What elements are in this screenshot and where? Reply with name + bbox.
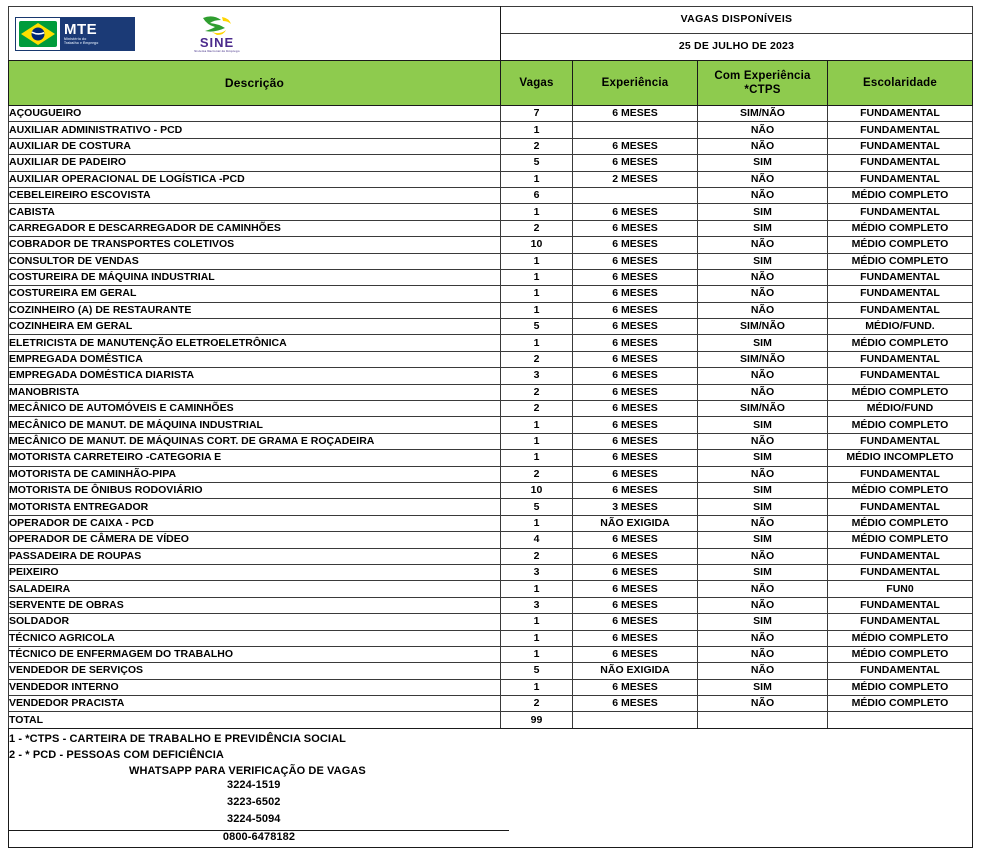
table-row (9, 368, 973, 384)
total-escolaridade (828, 712, 973, 728)
row-experiencia: 6 MESES (573, 384, 698, 400)
table-row (9, 122, 973, 138)
row-descricao: MOTORISTA ENTREGADOR (9, 499, 501, 515)
row-vagas: 5 (501, 499, 573, 515)
row-experiencia: 3 MESES (573, 499, 698, 515)
total-vagas: 99 (501, 712, 573, 728)
row-vagas: 1 (501, 433, 573, 449)
sine-logo (187, 14, 247, 54)
table-row (9, 614, 973, 630)
column-header-experiencia: Experiência (573, 61, 698, 106)
table-row (9, 499, 973, 515)
row-com-experiencia-ctps: SIM/NÃO (698, 106, 828, 122)
table-row (9, 171, 973, 187)
row-escolaridade: MÉDIO/FUND (828, 401, 973, 417)
table-row (9, 220, 973, 236)
table-row (9, 663, 973, 679)
row-experiencia: 6 MESES (573, 204, 698, 220)
row-com-experiencia-ctps: SIM (698, 614, 828, 630)
table-row (9, 106, 973, 122)
hotline-number[interactable]: 0800-6478182 (222, 831, 296, 844)
row-vagas: 1 (501, 581, 573, 597)
row-com-experiencia-ctps: NÃO (698, 646, 828, 662)
row-descricao: MECÂNICO DE MANUT. DE MÁQUINAS CORT. DE GRAMA E ROÇADEIRA (9, 433, 501, 449)
table-row (9, 155, 973, 171)
row-com-experiencia-ctps: NÃO (698, 433, 828, 449)
row-escolaridade: MÉDIO COMPLETO (828, 679, 973, 695)
row-descricao: COZINHEIRO (A) DE RESTAURANTE (9, 302, 501, 318)
row-vagas: 1 (501, 253, 573, 269)
row-experiencia: 6 MESES (573, 401, 698, 417)
table-row (9, 417, 973, 433)
table-row (9, 597, 973, 613)
row-vagas: 2 (501, 351, 573, 367)
row-escolaridade: FUNDAMENTAL (828, 368, 973, 384)
row-vagas: 2 (501, 466, 573, 482)
row-descricao: COBRADOR DE TRANSPORTES COLETIVOS (9, 237, 501, 253)
row-com-experiencia-ctps: SIM (698, 482, 828, 498)
row-descricao: TÉCNICO AGRICOLA (9, 630, 501, 646)
row-escolaridade: FUNDAMENTAL (828, 122, 973, 138)
column-header-escolaridade: Escolaridade (828, 61, 973, 106)
row-com-experiencia-ctps: NÃO (698, 696, 828, 712)
row-vagas: 2 (501, 138, 573, 154)
table-row (9, 450, 973, 466)
row-experiencia: 6 MESES (573, 532, 698, 548)
column-header-com-experiencia-ctps (698, 61, 828, 106)
row-vagas: 3 (501, 564, 573, 580)
row-descricao: AUXILIAR ADMINISTRATIVO - PCD (9, 122, 501, 138)
row-escolaridade: FUN0 (828, 581, 973, 597)
row-com-experiencia-ctps: NÃO (698, 597, 828, 613)
row-descricao: MOTORISTA CARRETEIRO -CATEGORIA E (9, 450, 501, 466)
row-com-experiencia-ctps: SIM (698, 532, 828, 548)
row-experiencia (573, 187, 698, 203)
row-vagas: 5 (501, 319, 573, 335)
table-row (9, 548, 973, 564)
row-escolaridade: MÉDIO COMPLETO (828, 187, 973, 203)
row-escolaridade: MÉDIO INCOMPLETO (828, 450, 973, 466)
row-descricao: AUXILIAR DE COSTURA (9, 138, 501, 154)
row-vagas: 10 (501, 237, 573, 253)
row-vagas: 1 (501, 417, 573, 433)
row-escolaridade: FUNDAMENTAL (828, 204, 973, 220)
total-experiencia (573, 712, 698, 728)
row-descricao: PEIXEIRO (9, 564, 501, 580)
row-descricao: CONSULTOR DE VENDAS (9, 253, 501, 269)
column-header-vagas: Vagas (501, 61, 573, 106)
row-escolaridade: FUNDAMENTAL (828, 106, 973, 122)
row-descricao: VENDEDOR INTERNO (9, 679, 501, 695)
table-row (9, 679, 973, 695)
row-experiencia: 6 MESES (573, 646, 698, 662)
table-row (9, 466, 973, 482)
row-experiencia: 6 MESES (573, 319, 698, 335)
row-descricao: MECÂNICO DE MANUT. DE MÁQUINA INDUSTRIAL (9, 417, 501, 433)
row-com-experiencia-ctps: NÃO (698, 515, 828, 531)
table-row (9, 581, 973, 597)
table-row (9, 335, 973, 351)
table-row (9, 138, 973, 154)
row-escolaridade: MÉDIO COMPLETO (828, 220, 973, 236)
row-descricao: EMPREGADA DOMÉSTICA DIARISTA (9, 368, 501, 384)
whatsapp-phone-1[interactable]: 3224-1519 (227, 779, 281, 792)
row-vagas: 1 (501, 450, 573, 466)
row-descricao: MANOBRISTA (9, 384, 501, 400)
row-com-experiencia-ctps: SIM (698, 450, 828, 466)
table-row (9, 696, 973, 712)
row-experiencia: 6 MESES (573, 417, 698, 433)
row-escolaridade: FUNDAMENTAL (828, 286, 973, 302)
row-experiencia: 6 MESES (573, 269, 698, 285)
row-escolaridade: FUNDAMENTAL (828, 564, 973, 580)
row-experiencia: NÃO EXIGIDA (573, 663, 698, 679)
row-escolaridade: FUNDAMENTAL (828, 155, 973, 171)
row-escolaridade: FUNDAMENTAL (828, 597, 973, 613)
whatsapp-title: WHATSAPP PARA VERIFICAÇÃO DE VAGAS (129, 764, 366, 777)
row-descricao: EMPREGADA DOMÉSTICA (9, 351, 501, 367)
page-title: VAGAS DISPONÍVEIS (501, 7, 973, 34)
row-experiencia: 6 MESES (573, 433, 698, 449)
row-descricao: COSTUREIRA DE MÁQUINA INDUSTRIAL (9, 269, 501, 285)
row-com-experiencia-ctps: NÃO (698, 663, 828, 679)
row-escolaridade: MÉDIO COMPLETO (828, 335, 973, 351)
row-vagas: 4 (501, 532, 573, 548)
row-descricao: VENDEDOR DE SERVIÇOS (9, 663, 501, 679)
row-com-experiencia-ctps: NÃO (698, 237, 828, 253)
row-com-experiencia-ctps: NÃO (698, 548, 828, 564)
row-escolaridade: FUNDAMENTAL (828, 433, 973, 449)
row-escolaridade: MÉDIO COMPLETO (828, 253, 973, 269)
row-vagas: 1 (501, 614, 573, 630)
table-row (9, 187, 973, 203)
table-row (9, 433, 973, 449)
row-experiencia: 6 MESES (573, 564, 698, 580)
row-experiencia: 6 MESES (573, 450, 698, 466)
publication-date: 25 DE JULHO DE 2023 (501, 34, 973, 61)
brazil-flag-icon (15, 17, 60, 51)
table-row (9, 269, 973, 285)
whatsapp-phone-3[interactable]: 3224-5094 (227, 813, 281, 826)
row-com-experiencia-ctps: SIM (698, 335, 828, 351)
row-experiencia: 6 MESES (573, 155, 698, 171)
row-descricao: AUXILIAR DE PADEIRO (9, 155, 501, 171)
row-experiencia: 6 MESES (573, 351, 698, 367)
row-escolaridade: MÉDIO COMPLETO (828, 384, 973, 400)
row-descricao: SOLDADOR (9, 614, 501, 630)
row-descricao: SERVENTE DE OBRAS (9, 597, 501, 613)
row-experiencia: NÃO EXIGIDA (573, 515, 698, 531)
row-vagas: 2 (501, 696, 573, 712)
table-row (9, 302, 973, 318)
row-vagas: 1 (501, 302, 573, 318)
row-descricao: CEBELEIREIRO ESCOVISTA (9, 187, 501, 203)
row-vagas: 3 (501, 597, 573, 613)
row-com-experiencia-ctps: NÃO (698, 630, 828, 646)
row-experiencia: 6 MESES (573, 696, 698, 712)
row-com-experiencia-ctps: SIM (698, 499, 828, 515)
row-experiencia: 6 MESES (573, 614, 698, 630)
table-row (9, 237, 973, 253)
row-escolaridade: MÉDIO COMPLETO (828, 532, 973, 548)
row-vagas: 5 (501, 155, 573, 171)
row-escolaridade: FUNDAMENTAL (828, 302, 973, 318)
row-vagas: 6 (501, 187, 573, 203)
row-descricao: OPERADOR DE CAIXA - PCD (9, 515, 501, 531)
row-descricao: AUXILIAR OPERACIONAL DE LOGÍSTICA -PCD (9, 171, 501, 187)
row-escolaridade: MÉDIO COMPLETO (828, 630, 973, 646)
row-experiencia: 6 MESES (573, 581, 698, 597)
whatsapp-phone-2[interactable]: 3223-6502 (227, 796, 281, 809)
column-header-ctps-line2: *CTPS (744, 84, 781, 96)
row-escolaridade: MÉDIO COMPLETO (828, 482, 973, 498)
row-experiencia: 6 MESES (573, 597, 698, 613)
row-descricao: OPERADOR DE CÂMERA DE VÍDEO (9, 532, 501, 548)
row-experiencia: 6 MESES (573, 482, 698, 498)
row-experiencia: 6 MESES (573, 630, 698, 646)
row-vagas: 2 (501, 548, 573, 564)
row-escolaridade: MÉDIO COMPLETO (828, 515, 973, 531)
table-row (9, 646, 973, 662)
row-com-experiencia-ctps: SIM (698, 204, 828, 220)
table-row (9, 564, 973, 580)
mte-subtitle-line1: Ministério do (64, 36, 87, 41)
row-vagas: 1 (501, 679, 573, 695)
column-header-ctps-line1: Com Experiência (714, 69, 811, 82)
row-vagas: 1 (501, 286, 573, 302)
row-experiencia: 6 MESES (573, 548, 698, 564)
table-row (9, 532, 973, 548)
row-com-experiencia-ctps: NÃO (698, 138, 828, 154)
table-row (9, 384, 973, 400)
row-com-experiencia-ctps: NÃO (698, 171, 828, 187)
table-row (9, 351, 973, 367)
row-descricao: MECÂNICO DE AUTOMÓVEIS E CAMINHÕES (9, 401, 501, 417)
row-com-experiencia-ctps: SIM/NÃO (698, 319, 828, 335)
row-com-experiencia-ctps: NÃO (698, 384, 828, 400)
total-label: TOTAL (9, 712, 501, 728)
sine-wordmark: SINE (199, 35, 235, 51)
row-experiencia: 6 MESES (573, 237, 698, 253)
row-escolaridade: FUNDAMENTAL (828, 466, 973, 482)
footer-row (9, 728, 973, 847)
row-experiencia: 6 MESES (573, 138, 698, 154)
row-escolaridade: FUNDAMENTAL (828, 548, 973, 564)
row-com-experiencia-ctps: SIM (698, 253, 828, 269)
row-escolaridade: MÉDIO COMPLETO (828, 237, 973, 253)
row-vagas: 1 (501, 515, 573, 531)
table-row (9, 204, 973, 220)
row-vagas: 1 (501, 630, 573, 646)
row-com-experiencia-ctps: NÃO (698, 466, 828, 482)
title-band-row (9, 7, 973, 34)
row-vagas: 1 (501, 204, 573, 220)
row-com-experiencia-ctps: SIM (698, 155, 828, 171)
row-vagas: 2 (501, 401, 573, 417)
row-escolaridade: FUNDAMENTAL (828, 663, 973, 679)
column-header-descricao: Descrição (9, 61, 501, 106)
row-descricao: SALADEIRA (9, 581, 501, 597)
table-row (9, 319, 973, 335)
row-descricao: COSTUREIRA EM GERAL (9, 286, 501, 302)
row-vagas: 3 (501, 368, 573, 384)
row-descricao: AÇOUGUEIRO (9, 106, 501, 122)
row-vagas: 1 (501, 171, 573, 187)
row-experiencia: 6 MESES (573, 106, 698, 122)
row-experiencia: 6 MESES (573, 335, 698, 351)
row-vagas: 2 (501, 384, 573, 400)
table-row (9, 515, 973, 531)
row-escolaridade: MÉDIO COMPLETO (828, 696, 973, 712)
row-escolaridade: MÉDIO COMPLETO (828, 417, 973, 433)
row-experiencia: 6 MESES (573, 253, 698, 269)
row-com-experiencia-ctps: SIM (698, 564, 828, 580)
row-descricao: COZINHEIRA EM GERAL (9, 319, 501, 335)
total-ctps (698, 712, 828, 728)
row-descricao: MOTORISTA DE ÔNIBUS RODOVIÁRIO (9, 482, 501, 498)
row-descricao: PASSADEIRA DE ROUPAS (9, 548, 501, 564)
row-com-experiencia-ctps: NÃO (698, 187, 828, 203)
row-com-experiencia-ctps: NÃO (698, 368, 828, 384)
row-experiencia: 6 MESES (573, 466, 698, 482)
row-com-experiencia-ctps: SIM (698, 220, 828, 236)
row-escolaridade: MÉDIO/FUND. (828, 319, 973, 335)
footnote-ctps: 1 - *CTPS - CARTEIRA DE TRABALHO E PREVIDÊNCIA SOCIAL (9, 732, 346, 745)
row-descricao: TÉCNICO DE ENFERMAGEM DO TRABALHO (9, 646, 501, 662)
row-descricao: ELETRICISTA DE MANUTENÇÃO ELETROELETRÔNICA (9, 335, 501, 351)
row-com-experiencia-ctps: NÃO (698, 581, 828, 597)
row-descricao: VENDEDOR PRACISTA (9, 696, 501, 712)
row-escolaridade: FUNDAMENTAL (828, 614, 973, 630)
row-vagas: 1 (501, 122, 573, 138)
row-descricao: MOTORISTA DE CAMINHÃO-PIPA (9, 466, 501, 482)
row-escolaridade: FUNDAMENTAL (828, 138, 973, 154)
row-experiencia: 6 MESES (573, 220, 698, 236)
footer-notes-cell (9, 728, 973, 847)
row-escolaridade: FUNDAMENTAL (828, 269, 973, 285)
row-experiencia: 2 MESES (573, 171, 698, 187)
row-escolaridade: FUNDAMENTAL (828, 351, 973, 367)
row-vagas: 2 (501, 220, 573, 236)
row-vagas: 5 (501, 663, 573, 679)
row-vagas: 1 (501, 646, 573, 662)
mte-logo (15, 17, 135, 51)
mte-subtitle-line2: Trabalho e Emprego (64, 41, 99, 45)
row-vagas: 7 (501, 106, 573, 122)
row-com-experiencia-ctps: NÃO (698, 122, 828, 138)
row-com-experiencia-ctps: SIM (698, 679, 828, 695)
sine-tagline: Sistema Nacional de Emprego (194, 48, 240, 53)
row-escolaridade: FUNDAMENTAL (828, 171, 973, 187)
footnote-pcd: 2 - * PCD - PESSOAS COM DEFICIÊNCIA (9, 748, 224, 761)
row-descricao: CARREGADOR E DESCARREGADOR DE CAMINHÕES (9, 220, 501, 236)
row-experiencia: 6 MESES (573, 302, 698, 318)
row-com-experiencia-ctps: SIM (698, 417, 828, 433)
row-vagas: 1 (501, 335, 573, 351)
row-experiencia (573, 122, 698, 138)
table-row (9, 253, 973, 269)
row-experiencia: 6 MESES (573, 286, 698, 302)
row-com-experiencia-ctps: SIM/NÃO (698, 351, 828, 367)
total-row (9, 712, 973, 728)
row-com-experiencia-ctps: NÃO (698, 286, 828, 302)
table-row (9, 482, 973, 498)
branding-cell (9, 7, 501, 61)
row-com-experiencia-ctps: SIM/NÃO (698, 401, 828, 417)
row-com-experiencia-ctps: NÃO (698, 302, 828, 318)
row-vagas: 10 (501, 482, 573, 498)
row-descricao: CABISTA (9, 204, 501, 220)
sine-s-mark-icon (200, 14, 234, 36)
table-row (9, 286, 973, 302)
row-escolaridade: MÉDIO COMPLETO (828, 646, 973, 662)
row-experiencia: 6 MESES (573, 679, 698, 695)
table-header-row (9, 61, 973, 106)
table-row (9, 630, 973, 646)
table-row (9, 401, 973, 417)
row-vagas: 1 (501, 269, 573, 285)
row-escolaridade: FUNDAMENTAL (828, 499, 973, 515)
mte-abbreviation: MTE (64, 20, 98, 38)
row-experiencia: 6 MESES (573, 368, 698, 384)
row-com-experiencia-ctps: NÃO (698, 269, 828, 285)
vacancies-table (8, 6, 973, 848)
